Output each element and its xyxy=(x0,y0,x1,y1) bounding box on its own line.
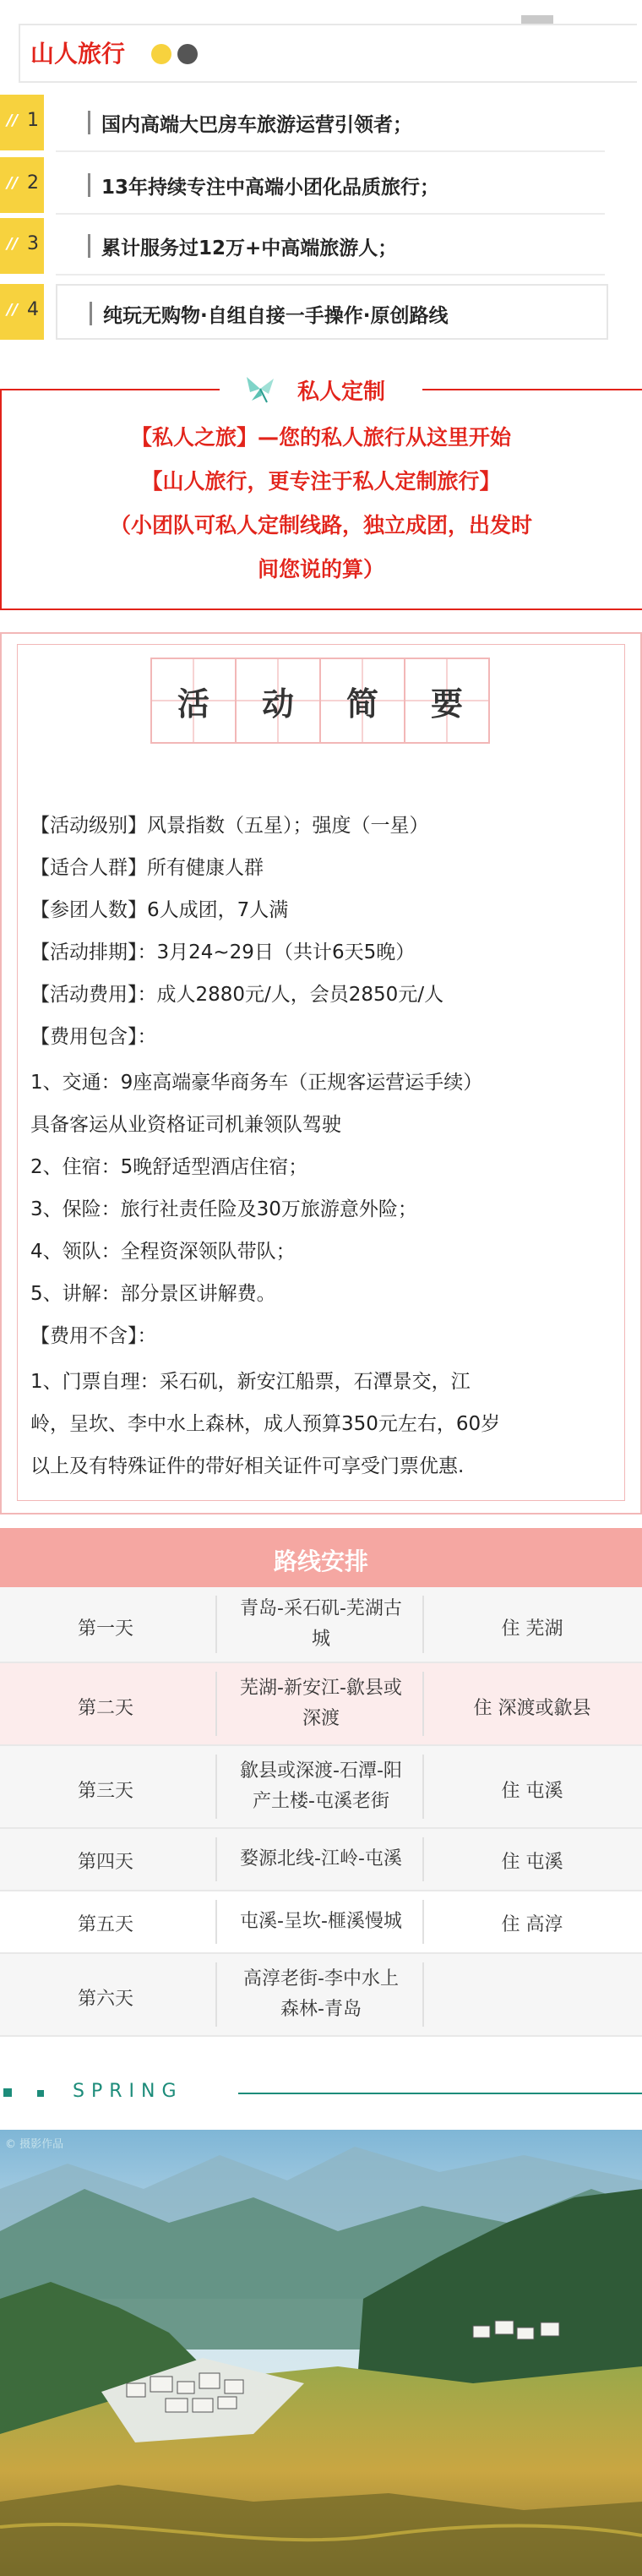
intro-number: 3 xyxy=(27,233,39,254)
gray-dot-icon xyxy=(177,44,198,64)
route-path-line: 芜湖-新安江-歙县或 xyxy=(240,1678,402,1699)
intro-number: 4 xyxy=(27,299,39,320)
route-path xyxy=(220,1756,422,1817)
activity-info-line: 2、住宿：5晚舒适型酒店住宿； xyxy=(30,1156,308,1178)
route-stay: 住 屯溪 xyxy=(501,1781,563,1802)
divider-bar xyxy=(88,111,90,134)
route-path xyxy=(220,1594,422,1655)
route-header xyxy=(0,1528,642,1587)
intro-number-badge xyxy=(0,157,44,213)
route-day: 第五天 xyxy=(77,1914,133,1935)
activity-info-line: 1、交通：9座高端豪华商务车（正规客运营运手续） xyxy=(30,1072,483,1094)
route-day: 第一天 xyxy=(77,1618,133,1640)
activity-info-line: 4、领队：全程资深领队带队； xyxy=(30,1241,296,1263)
route-row xyxy=(0,1829,642,1891)
route-row xyxy=(0,1746,642,1829)
route-day: 第二天 xyxy=(77,1698,133,1719)
spring-square-icon xyxy=(3,2088,12,2097)
intro-text-box xyxy=(56,95,605,152)
activity-title-char: 动 xyxy=(261,685,294,723)
route-day: 第六天 xyxy=(77,1989,133,2010)
activity-title-char: 简 xyxy=(345,685,378,723)
column-divider xyxy=(215,1962,217,2027)
slash-icon: // xyxy=(7,301,19,319)
custom-line: （小团队可私人定制线路，独立成团，出发时 xyxy=(109,513,532,538)
landscape-photo xyxy=(0,2130,642,2576)
divider-bar xyxy=(90,302,92,325)
intro-item xyxy=(0,284,642,340)
activity-info-line: 具备客运从业资格证司机兼领队驾驶 xyxy=(30,1114,341,1136)
route-path xyxy=(220,1907,422,1937)
activity-title-char: 要 xyxy=(430,685,463,723)
custom-line: 间您说的算） xyxy=(257,557,384,581)
activity-info-line: 1、门票自理：采石矶，新安江船票，石潭景交，江 xyxy=(30,1371,471,1393)
activity-info-line: 【适合人群】所有健康人群 xyxy=(30,857,264,879)
spring-divider xyxy=(238,2093,642,2094)
route-path-line: 青岛-采石矶-芜湖古 xyxy=(240,1598,402,1619)
route-row xyxy=(0,1891,642,1954)
column-divider xyxy=(422,1962,424,2027)
intro-text: 纯玩无购物·自组自接一手操作·原创路线 xyxy=(103,305,449,327)
route-path-line: 婺源北线-江岭-屯溪 xyxy=(240,1848,402,1869)
divider-bar xyxy=(88,234,90,258)
custom-line: 【私人之旅】—您的私人旅行从这里开始 xyxy=(130,425,511,450)
yellow-dot-icon xyxy=(151,44,171,64)
column-divider xyxy=(215,1837,217,1881)
intro-item xyxy=(0,157,642,213)
activity-info-line: 以上及有特殊证件的带好相关证件可享受门票优惠. xyxy=(30,1455,465,1477)
activity-info-line: 【费用包含】： xyxy=(30,1026,157,1048)
route-path-line: 高淳老街-李中水上 xyxy=(243,1968,399,1989)
activity-info-line: 【活动级别】风景指数（五星）；强度（一星） xyxy=(30,815,429,837)
route-row xyxy=(0,1663,642,1746)
divider-bar xyxy=(88,173,90,197)
route-path xyxy=(220,1844,422,1875)
slash-icon: // xyxy=(7,112,19,129)
spring-square-icon xyxy=(37,2090,44,2097)
route-stay: 住 屯溪 xyxy=(501,1852,563,1873)
activity-info-line: 【活动排期】：3月24~29日（共计6天5晚） xyxy=(30,941,416,963)
route-path-line: 深渡 xyxy=(302,1708,340,1729)
route-stay: 住 高淳 xyxy=(501,1914,563,1935)
activity-info-line: 【参团人数】6人成团，7人满 xyxy=(30,899,289,921)
route-path xyxy=(220,1673,422,1734)
intro-item xyxy=(0,218,642,274)
route-title: 路线安排 xyxy=(273,1547,368,1575)
route-day: 第三天 xyxy=(77,1781,133,1802)
intro-number-badge xyxy=(0,218,44,274)
activity-info-line: 3、保险：旅行社责任险及30万旅游意外险； xyxy=(30,1198,417,1220)
route-stay: 住 芜湖 xyxy=(501,1618,563,1640)
intro-text-box xyxy=(56,284,608,340)
custom-title: 私人定制 xyxy=(297,379,386,405)
activity-info-line: 岭，呈坎、李中水上森林，成人预算350元左右，60岁 xyxy=(30,1413,501,1435)
column-divider xyxy=(215,1900,217,1944)
brand-title: 山人旅行 xyxy=(30,40,126,68)
route-path xyxy=(220,1964,422,2025)
column-divider xyxy=(215,1755,217,1819)
butterfly-icon xyxy=(243,372,277,406)
activity-info-line: 5、讲解：部分景区讲解费。 xyxy=(30,1283,276,1305)
column-divider xyxy=(215,1672,217,1736)
activity-title-char: 活 xyxy=(177,685,209,723)
route-day: 第四天 xyxy=(77,1852,133,1873)
route-row xyxy=(0,1587,642,1663)
route-path-line: 森林-青岛 xyxy=(280,1999,362,2020)
intro-text: 13年持续专注中高端小团化品质旅行； xyxy=(101,177,440,199)
intro-number: 1 xyxy=(27,110,39,131)
intro-number-badge xyxy=(0,95,44,150)
route-path-line: 产土楼-屯溪老街 xyxy=(253,1791,389,1812)
photo-credit: © 摄影作品 xyxy=(5,2138,64,2151)
intro-text-box xyxy=(56,218,605,276)
brand-header xyxy=(19,24,637,83)
custom-line: 【山人旅行，更专注于私人定制旅行】 xyxy=(141,469,501,494)
slash-icon: // xyxy=(7,174,19,192)
column-divider xyxy=(215,1596,217,1653)
route-path-line: 城 xyxy=(311,1629,330,1650)
spring-label: SPRING xyxy=(73,2081,183,2102)
intro-text: 国内高端大巴房车旅游运营引领者； xyxy=(101,114,412,136)
route-row xyxy=(0,1954,642,2037)
intro-text: 累计服务过12万+中高端旅游人； xyxy=(101,237,398,259)
intro-text-box xyxy=(56,157,605,215)
activity-info-line: 【活动费用】：成人2880元/人，会员2850元/人 xyxy=(30,984,444,1006)
intro-number: 2 xyxy=(27,172,39,194)
route-path-line: 屯溪-呈坎-榧溪慢城 xyxy=(240,1911,402,1932)
slash-icon: // xyxy=(7,235,19,253)
route-stay: 住 深渡或歙县 xyxy=(473,1698,591,1719)
intro-number-badge xyxy=(0,284,44,340)
activity-info-line: 【费用不含】： xyxy=(30,1325,157,1347)
intro-item xyxy=(0,95,642,150)
route-path-line: 歙县或深渡-石潭-阳 xyxy=(240,1760,402,1782)
